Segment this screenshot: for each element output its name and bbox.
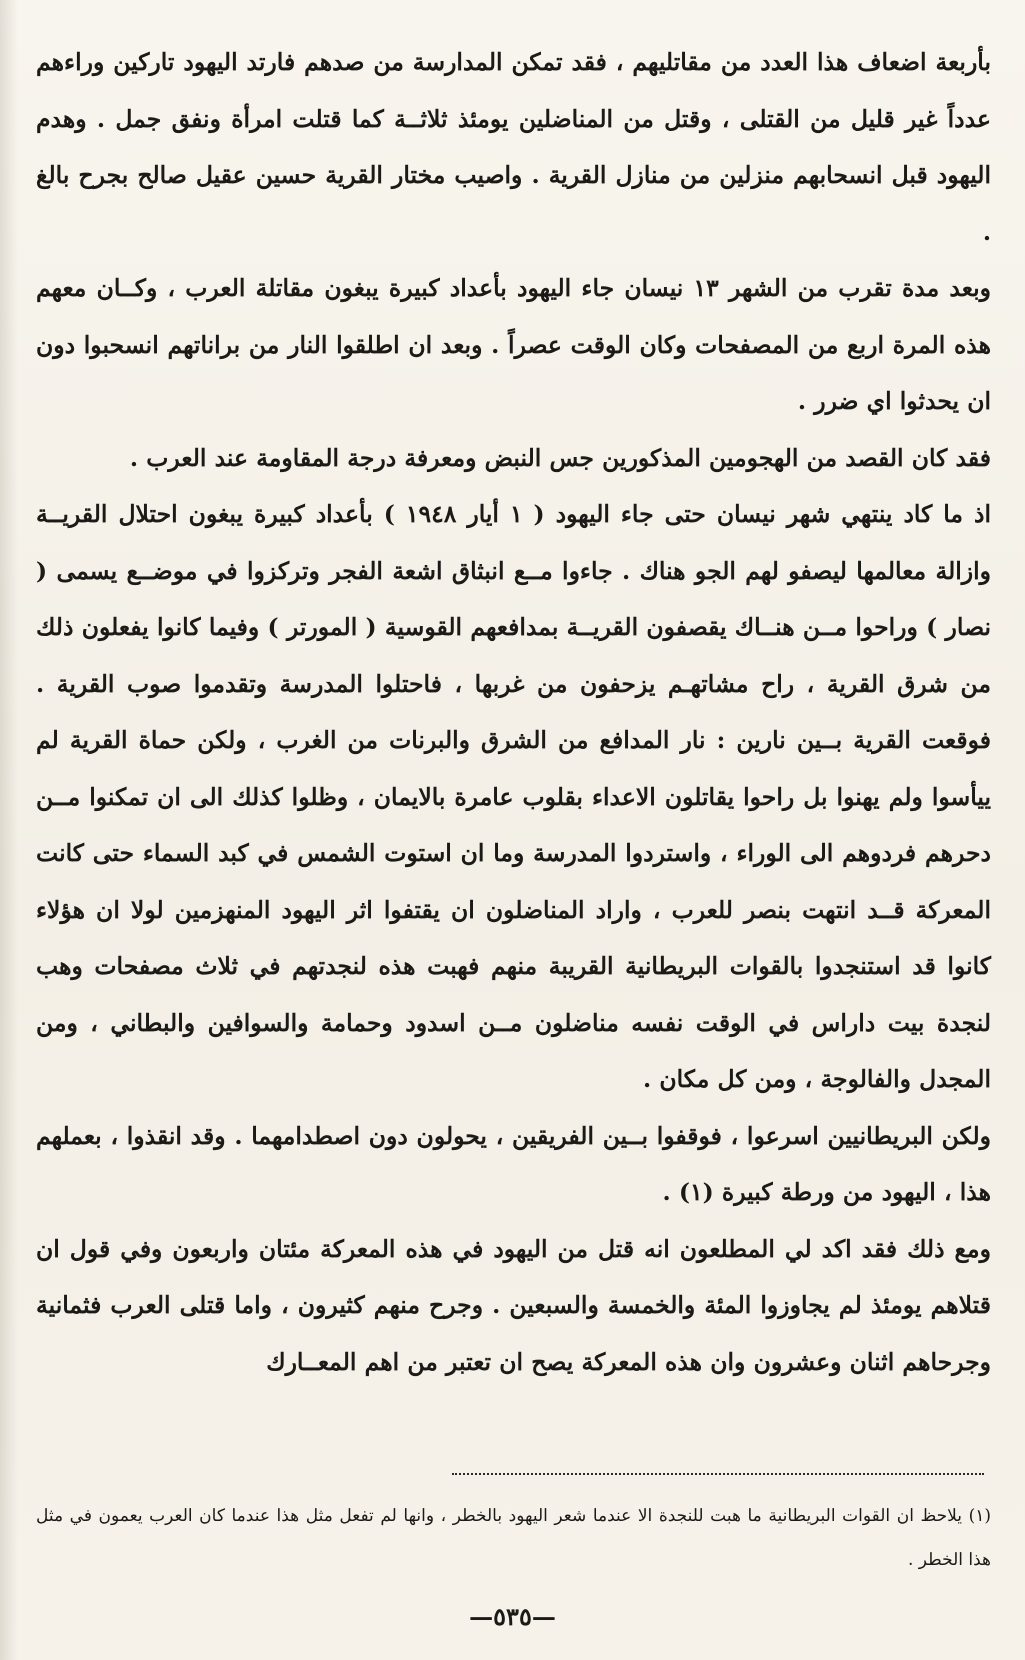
paragraph-5: ولكن البريطانيين اسرعوا ، فوقفوا بــين الفريقين ، يحولون دون اصطدامهما . وقد انقذوا ، بعملهم هذا ، اليهود من ورطة كبيرة (١) . [36, 1121, 991, 1206]
main-text [36, 34, 991, 1390]
paragraph-2: وبعد مدة تقرب من الشهر ١٣ نيسان جاء اليهود بأعداد كبيرة يبغون مقاتلة العرب ، وكــان معهم هذه المرة اربع من المصفحات وكان الوقت عصراً . وبعد ان اطلقوا النار من براناتهم انسحبوا دون ان يحدثوا اي ضرر . [36, 274, 991, 415]
footnote-separator [452, 1473, 984, 1475]
page-number: —٥٣٥— [469, 1602, 556, 1631]
footnote-1: (١) يلاحظ ان القوات البريطانية ما هبت للنجدة الا عندما شعر اليهود بالخطر ، وانها لم تفعل مثل هذا عندما كان العرب يعمون في مثل هذا الخطر . [36, 1506, 991, 1570]
footnote-block [36, 1494, 991, 1582]
paragraph-4: اذ ما كاد ينتهي شهر نيسان حتى جاء اليهود ( ١ أيار ١٩٤٨ ) بأعداد كبيرة يبغون احتلال القريــة وازالة معالمها ليصفو لهم الجو هناك . جاءوا مــع انبثاق اشعة الفجر وتركزوا في موضــع يسمى ( نصار ) وراحوا مــن هنــاك يقصفون القريــة بمدافعهم القوسية ( المورتر ) وفيما كانوا يفعلون ذلك من شرق القرية ، راح مشاتهـم يزحفون من غربها ، فاحتلوا المدرسة وتقدموا صوب القرية . فوقعت القرية بــين نارين : نار المدافع من الشرق والبرنات من الغرب ، ولكن حماة القرية لم ييأسوا ولم يهنوا بل راحوا يقاتلون الاعداء بقلوب عامرة بالايمان ، وظلوا كذلك الى ان تمكنوا مــن دحرهم فردوهم الى الوراء ، واستردوا المدرسة وما ان استوت الشمس في كبد السماء حتى كانت المعركة قــد انتهت بنصر للعرب ، واراد المناضلون ان يقتفوا اثر اليهود المنهزمين لولا ان هؤلاء كانوا قد استنجدوا بالقوات البريطانية القريبة منهم فهبت هذه لنجدتهم في ثلاث مصفحات وهب لنجدة بيت داراس في الوقت نفسه مناضلون مــن اسدود وحمامة والسوافين والبطاني ، ومن المجدل والفالوجة ، ومن كل مكان . [36, 500, 991, 1093]
paragraph-6: ومع ذلك فقد اكد لي المطلعون انه قتل من اليهود في هذه المعركة مئتان واربعون وفي قول ان قتلاهم يومئذ لم يجاوزوا المئة والخمسة والسبعين . وجرح منهم كثيرون ، واما قتلى العرب فثمانية وجرحاهم اثنان وعشرون وان هذه المعركة يصح ان تعتبر من اهم المعــارك [36, 1234, 991, 1376]
main-text-block [36, 34, 991, 1390]
paragraph-1: بأربعة اضعاف هذا العدد من مقاتليهم ، فقد تمكن المدارسة من صدهم فارتد اليهود تاركين وراءهم عدداً غير قليل من القتلى ، وقتل من المناضلين يومئذ ثلاثــة كما قتلت امرأة ونفق جمل . وهدم اليهود قبل انسحابهم منزلين من منازل القرية . واصيب مختار القرية حسين عقيل صالح بجرح بالغ . [36, 48, 991, 246]
paragraph-3: فقد كان القصد من الهجومين المذكورين جس النبض ومعرفة درجة المقاومة عند العرب . [129, 443, 991, 472]
